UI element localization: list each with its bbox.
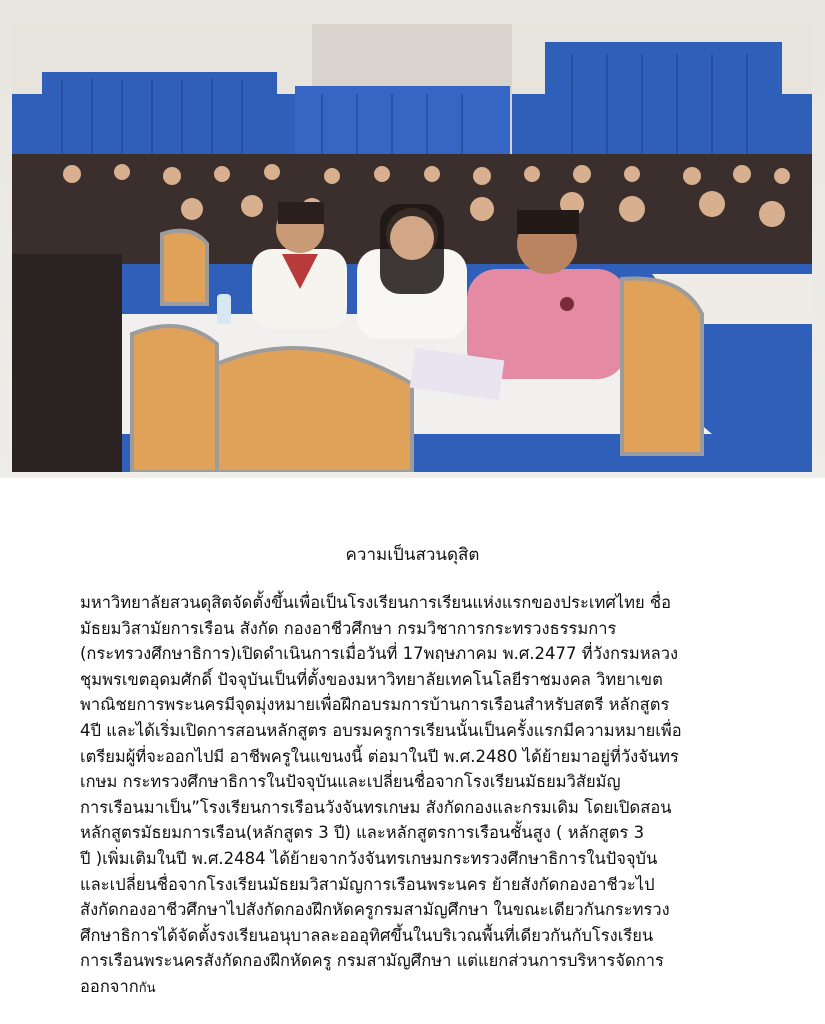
article-last-line-main: ออกจาก: [80, 976, 139, 996]
article-line: ชุมพรเขตอุดมศักดิ์ ปัจจุบันเป็นที่ตั้งของมหาวิทยาลัยเทคโนโลยีราชมงคล วิทยาเขต: [80, 669, 663, 689]
article-line: พาณิชยการพระนครมีจุดมุ่งหมายเพื่อฝึกอบรมการบ้านการเรือนสำหรับสตรี หลักสูตร: [80, 695, 670, 715]
article-line: เตรียมผู้ที่จะออกไปมี อาชีพครูในแขนงนี้ ต่อมาในปี พ.ศ.2480 ได้ย้ายมาอยู่ที่วังจันทร: [80, 746, 679, 766]
foreground-dark-figure: [12, 254, 122, 472]
classroom-photo: [12, 24, 812, 472]
article-last-line-tail: กัน: [138, 980, 156, 996]
article-line: การเรือนมาเป็น”โรงเรียนการเรือนวังจันทรเกษม สังกัดกองและกรมเดิม โดยเปิดสอน: [80, 797, 672, 817]
water-bottle: [217, 294, 231, 324]
article-line: 4ปี และได้เริ่มเปิดการสอนหลักสูตร อบรมครูการเรียนนั้นเป็นครั้งแรกมีความหมายเพื่อ: [80, 720, 682, 740]
article-line: ศึกษาธิการได้จัดตั้งรงเรียนอนุบาลละอออุทิศขึ้นในบริเวณพื้นที่เดียวกันกับโรงเรียน: [80, 925, 654, 945]
article-line: มหาวิทยาลัยสวนดุสิตจัดตั้งขึ้นเพื่อเป็นโรงเรียนการเรียนแห่งแรกของประเทศไทย ชื่อ: [80, 593, 672, 612]
classroom-photo-illustration: [12, 24, 812, 472]
article-title: ความเป็นสวนดุสิต: [345, 545, 480, 565]
article-line: หลักสูตรมัธยมการเรือน(หลักสูตร 3 ปี) และหลักสูตรการเรือนชั้นสูง ( หลักสูตร 3: [80, 823, 645, 843]
article-body: [80, 590, 755, 1002]
article-line: (กระทรวงศึกษาธิการ)เปิดดำเนินการเมื่อวันที่ 17พฤษภาคม พ.ศ.2477 ที่วังกรมหลวง: [80, 644, 679, 664]
article-line: ปี )เพิ่มเติมในปี พ.ศ.2484 ได้ย้ายจากวังจันทรเกษมกระทรวงศึกษาธิการในปัจจุบัน: [80, 848, 658, 868]
article-line: มัธยมวิสามัยการเรือน สังกัด กองอาชีวศึกษา กรมวิชาการกระทรวงธรรมการ: [80, 618, 617, 638]
article-line: สังกัดกองอาชีวศึกษาไปสังกัดกองฝึกหัดครูกรมสามัญศึกษา ในขณะเดียวกันกระทรวง: [80, 900, 670, 920]
article-line: การเรือนพระนครสังกัดกองฝึกหัดครู กรมสามัญศึกษา แต่แยกส่วนการบริหารจัดการ: [80, 951, 664, 971]
article-last-line: [80, 974, 755, 1002]
article-line: เกษม กระทรวงศึกษาธิการในปัจจุบันและเปลี่ยนชื่อจากโรงเรียนมัธยมวิสัยมัญ: [80, 772, 621, 792]
article-line: และเปลี่ยนชื่อจากโรงเรียนมัธยมวิสามัญการเรือนพระนคร ย้ายสังกัดกองอาชีวะไป: [80, 874, 655, 894]
